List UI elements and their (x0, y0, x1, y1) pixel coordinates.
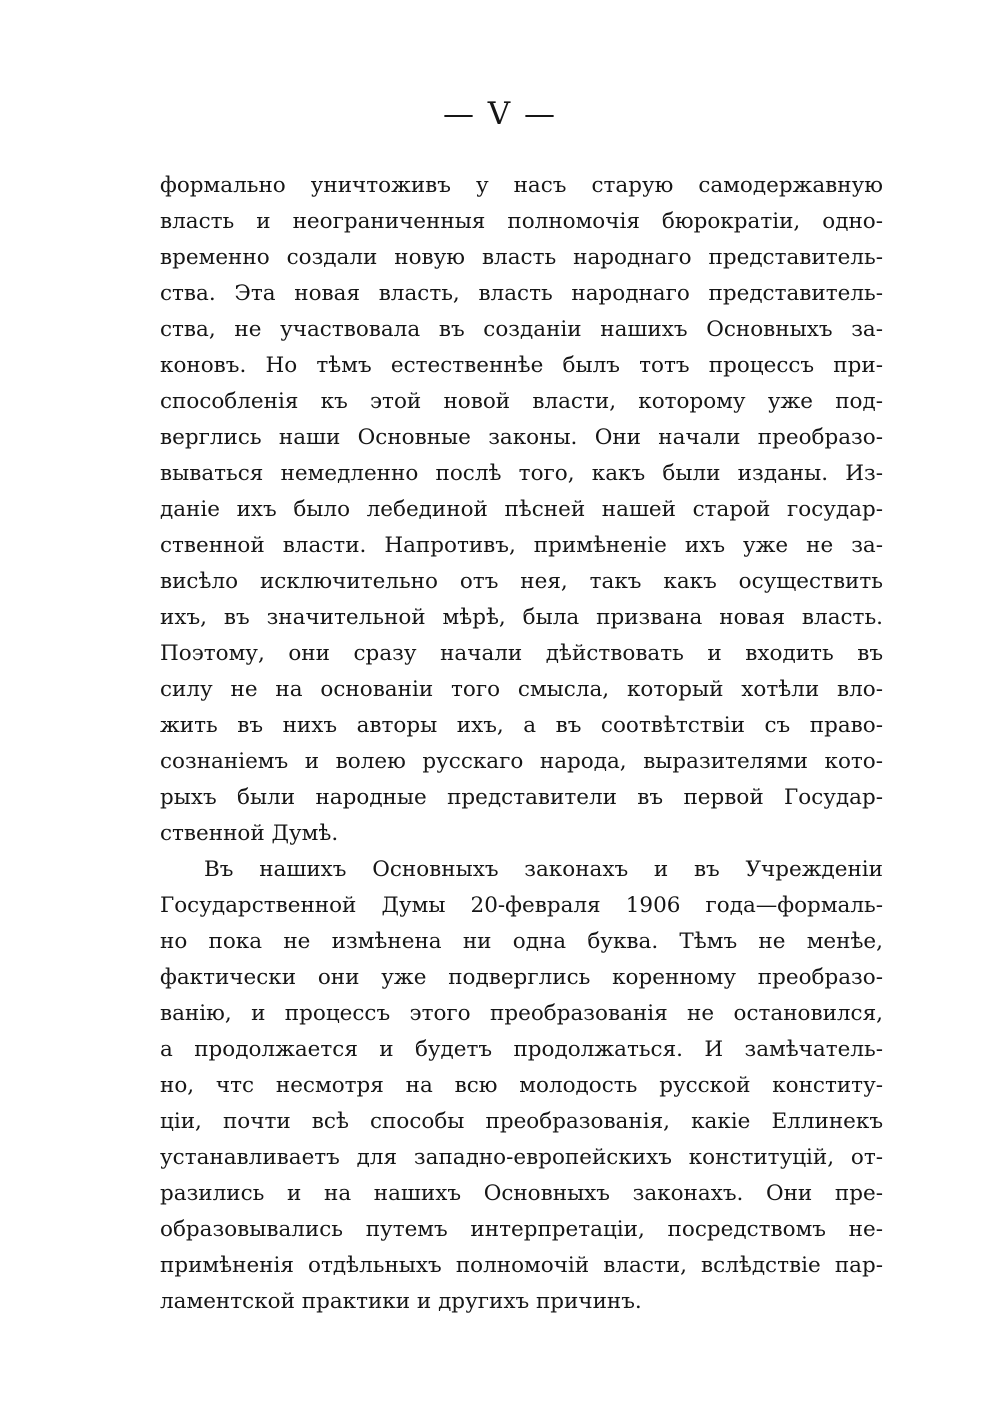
text-line: а продолжается и будетъ продолжаться. И замѣчатель- (160, 1037, 883, 1062)
paragraph-1 (160, 168, 883, 852)
text-line: но пока не измѣнена ни одна буква. Тѣмъ не менѣе, (160, 929, 883, 954)
paragraph-2 (160, 852, 883, 1320)
text-line: рыхъ были народные представители въ первой Государ- (160, 785, 883, 810)
text-line: временно создали новую власть народнаго представитель- (160, 245, 883, 270)
text-line: разились и на нашихъ Основныхъ законахъ. Они пре- (160, 1181, 883, 1206)
text-line: ственной власти. Напротивъ, примѣненіе ихъ уже не за- (160, 533, 883, 558)
text-line: Въ нашихъ Основныхъ законахъ и въ Учрежденіи (204, 857, 883, 882)
text-line: Государственной Думы 20-февраля 1906 года—формаль- (160, 893, 883, 918)
text-line: вываться немедленно послѣ того, какъ были изданы. Из- (160, 461, 883, 486)
text-line: ственной Думѣ. (160, 821, 339, 846)
page-number-header: — V — (442, 96, 558, 132)
text-line: ства, не участвовала въ созданіи нашихъ Основныхъ за- (160, 317, 883, 342)
text-line: ства. Эта новая власть, власть народнаго представитель- (160, 281, 883, 306)
text-line: способленія къ этой новой власти, которому уже под- (160, 389, 883, 414)
text-line: верглись наши Основные законы. Они начали преобразо- (160, 425, 883, 450)
text-line: ціи, почти всѣ способы преобразованія, какіе Еллинекъ (160, 1109, 883, 1134)
text-line: власть и неограниченныя полномочія бюрократіи, одно- (160, 209, 883, 234)
text-line: даніе ихъ было лебединой пѣсней нашей старой государ- (160, 497, 883, 522)
text-line: фактически они уже подверглись коренному преобразо- (160, 965, 883, 990)
text-line: устанавливаетъ для западно-европейскихъ конституцій, от- (160, 1145, 883, 1170)
text-line: сознаніемъ и волею русскаго народа, выразителями кото- (160, 749, 883, 774)
text-line: ихъ, въ значительной мѣрѣ, была призвана новая власть. (160, 605, 883, 630)
text-line: образовывались путемъ интерпретаціи, посредствомъ не- (160, 1217, 883, 1242)
text-line: Поэтому, они сразу начали дѣйствовать и входить въ (160, 641, 883, 666)
text-line: ванію, и процессъ этого преобразованія не остановился, (160, 1001, 883, 1026)
text-line: примѣненія отдѣльныхъ полномочій власти, вслѣдствіе пар- (160, 1253, 883, 1278)
text-line: коновъ. Но тѣмъ естественнѣе былъ тотъ процессъ при- (160, 353, 883, 378)
text-line: ламентской практики и другихъ причинъ. (160, 1289, 642, 1314)
text-line: силу не на основаніи того смысла, который хотѣли вло- (160, 677, 883, 702)
text-line: формально уничтоживъ у насъ старую самодержавную (160, 173, 883, 198)
text-line: висѣло исключительно отъ нея, такъ какъ осуществить (160, 569, 883, 594)
text-line: но, чтс несмотря на всю молодость русской конститу- (160, 1073, 883, 1098)
text-line: жить въ нихъ авторы ихъ, а въ соотвѣтствіи съ право- (160, 713, 883, 738)
